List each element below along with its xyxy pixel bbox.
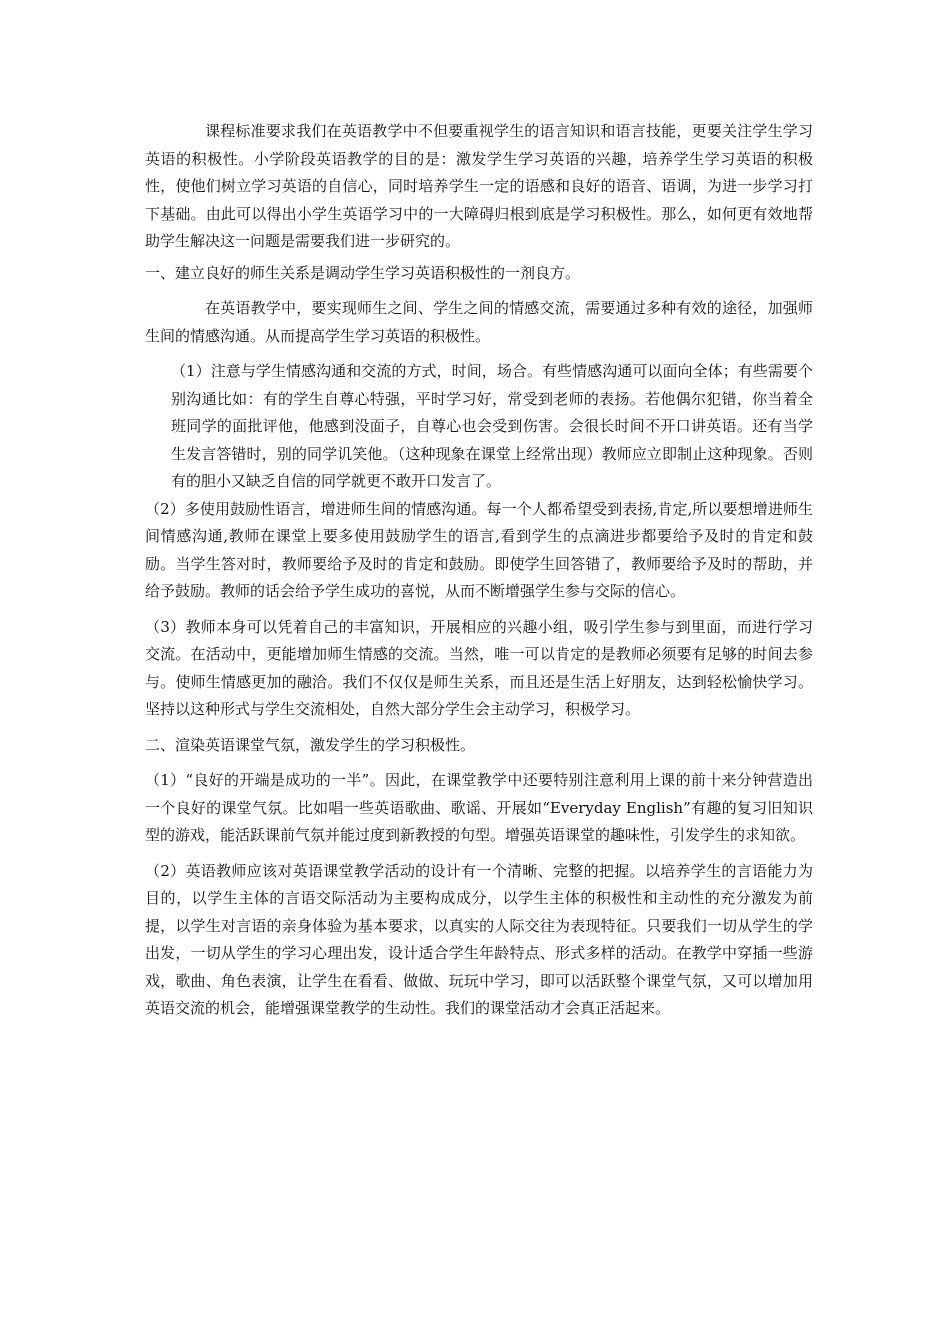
section-2-item-1: （1）“良好的开端是成功的一半”。因此，在课堂教学中还要特别注意利用上课的前十来分钟营造出一个良好的课堂气氛。比如唱一些英语歌曲、歌谣、开展如“Everyday English”有趣的复习旧知识型的游戏，能活跃课前气氛并能过度到新教授的句型。增强英语课堂的趣味性，引发学生的求知欲。: [145, 771, 813, 844]
document-page: [145, 118, 813, 1023]
section-heading-2: 二、渲染英语课堂气氛，激发学生的学习积极性。: [145, 735, 476, 754]
section-2-item-2: （2）英语教师应该对英语课堂教学活动的设计有一个清晰、完整的把握。以培养学生的言语能力为目的，以学生主体的言语交际活动为主要构成成分，以学生主体的积极性和主动性的充分激发为前提，以学生对言语的亲身体验为基本要求，以真实的人际交往为表现特征。只要我们一切从学生的学出发，一切从学生的学习心理出发，设计适合学生年龄特点、形式多样的活动。在教学中穿插一些游戏，歌曲、角色表演，让学生在看看、做做、玩玩中学习，即可以活跃整个课堂气氛，又可以增加用英语交流的机会，能增强课堂教学的生动性。我们的课堂活动才会真正活起来。: [145, 861, 813, 1017]
intro-paragraph: 课程标准要求我们在英语教学中不但要重视学生的语言知识和语言技能，更要关注学生学习英语的积极性。小学阶段英语教学的目的是：激发学生学习英语的兴趣，培养学生学习英语的积极性，使他们树立学习英语的自信心，同时培养学生一定的语感和良好的语音、语调，为进一步学习打下基础。由此可以得出小学生英语学习中的一大障碍归根到底是学习积极性。那么，如何更有效地帮助学生解决这一问题是需要我们进一步研究的。: [145, 122, 813, 250]
section-1-intro-paragraph: 在英语教学中，要实现师生之间、学生之间的情感交流，需要通过多种有效的途径，加强师生间的情感沟通。从而提高学生学习英语的积极性。: [145, 299, 813, 345]
section-1-item-3: （3）教师本身可以凭着自己的丰富知识，开展相应的兴趣小组，吸引学生参与到里面，而进行学习交流。在活动中，更能增加师生情感的交流。当然，唯一可以肯定的是教师必须要有足够的时间去参与。使师生情感更加的融洽。我们不仅仅是师生关系，而且还是生活上好朋友，达到轻松愉快学习。坚持以这种形式与学生交流相处，自然大部分学生会主动学习，积极学习。: [145, 617, 813, 718]
section-1-item-2: （2）多使用鼓励性语言，增进师生间的情感沟通。每一个人都希望受到表扬,肯定,所以要想增进师生间情感沟通,教师在课堂上要多使用鼓励学生的语言,看到学生的点滴进步都要给予及时的肯定和鼓励。当学生答对时，教师要给予及时的肯定和鼓励。即使学生回答错了，教师要给予及时的帮助，并给予鼓励。教师的话会给予学生成功的喜悦，从而不断增强学生参与交际的信心。: [145, 499, 813, 600]
section-heading-1: 一、建立良好的师生关系是调动学生学习英语积极性的一剂良方。: [145, 263, 581, 282]
section-1-item-1: （1）注意与学生情感沟通和交流的方式，时间，场合。有些情感沟通可以面向全体；有些需要个别沟通比如：有的学生自尊心特强，平时学习好，常受到老师的表扬。若他偶尔犯错，你当着全班同学的面批评他，他感到没面子，自尊心也会受到伤害。会很长时间不开口讲英语。还有当学生发言答错时，别的同学讥笑他。（这种现象在课堂上经常出现）教师应立即制止这种现象。否则有的胆小又缺乏自信的同学就更不敢开口发言了。: [171, 362, 813, 490]
